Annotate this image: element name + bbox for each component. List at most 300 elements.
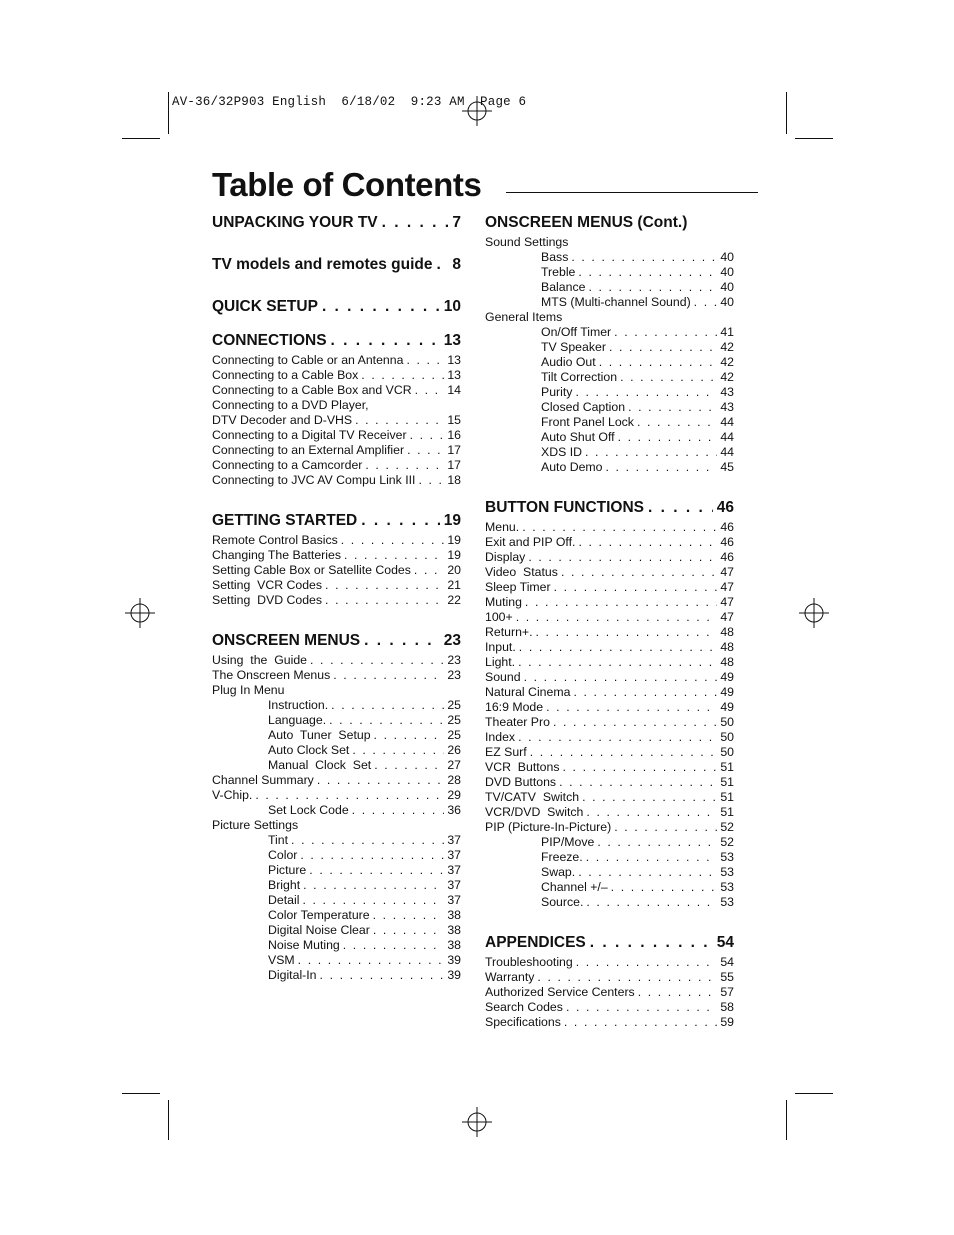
entry-label: Setting VCR Codes	[212, 578, 323, 592]
registration-mark-icon	[799, 598, 829, 628]
section-page-number: 7	[452, 214, 461, 231]
toc-entry[interactable]	[485, 550, 734, 565]
toc-entry[interactable]	[485, 340, 734, 355]
dot-leader	[519, 640, 718, 655]
toc-entry[interactable]	[485, 280, 734, 295]
toc-entry[interactable]	[485, 730, 734, 745]
dot-leader	[573, 685, 717, 700]
toc-section	[485, 499, 734, 910]
entry-page-number: 37	[447, 893, 461, 907]
entry-page-number: 37	[447, 833, 461, 847]
section-page-number: 8	[452, 256, 461, 273]
section-heading[interactable]	[212, 512, 461, 530]
title-rule	[506, 192, 758, 193]
toc-entry[interactable]	[485, 415, 734, 430]
section-page-number: 19	[443, 512, 461, 529]
toc-section	[485, 934, 734, 1030]
toc-entry[interactable]	[485, 520, 734, 535]
toc-section	[485, 214, 734, 475]
entry-label: VSM	[268, 953, 295, 967]
entry-label: DVD Buttons	[485, 775, 557, 789]
entry-label: Channel Summary	[212, 773, 314, 787]
toc-entry[interactable]	[485, 250, 734, 265]
dot-leader	[648, 499, 713, 517]
toc-entry[interactable]	[212, 788, 461, 803]
entry-page-number: 40	[720, 295, 734, 309]
dot-leader	[300, 848, 444, 863]
dot-leader	[578, 535, 717, 550]
toc-entry[interactable]	[485, 850, 734, 865]
dot-leader	[309, 863, 444, 878]
dot-leader	[525, 595, 717, 610]
dot-leader	[528, 550, 717, 565]
entry-label: Using the Guide	[212, 653, 308, 667]
section-title: UNPACKING YOUR TV	[212, 214, 378, 231]
entry-page-number: 50	[720, 715, 734, 729]
entry-page-number: 19	[447, 533, 461, 547]
toc-entry[interactable]	[212, 968, 461, 983]
dot-leader	[618, 430, 718, 445]
dot-leader	[406, 353, 444, 368]
toc-entry[interactable]	[485, 580, 734, 595]
entry-label: Troubleshooting	[485, 955, 573, 969]
entry-label: Instruction.	[268, 698, 329, 712]
entry-label: Freeze.	[541, 850, 583, 864]
entry-label: Connecting to an External Amplifier	[212, 443, 405, 457]
entry-page-number: 51	[720, 790, 734, 804]
toc-entry[interactable]	[212, 563, 461, 578]
toc-entry[interactable]	[212, 533, 461, 548]
entry-label: Connecting to a DVD Player,	[212, 398, 369, 412]
dot-leader	[585, 445, 717, 460]
toc-entry[interactable]	[485, 535, 734, 550]
entry-label: Remote Control Basics	[212, 533, 338, 547]
dot-leader	[382, 214, 449, 232]
entry-label: Specifications	[485, 1015, 561, 1029]
toc-entry[interactable]	[212, 878, 461, 893]
dot-leader	[588, 280, 717, 295]
section-gap	[485, 910, 734, 934]
entry-page-number: 49	[720, 685, 734, 699]
toc-section	[212, 298, 461, 316]
dot-leader	[620, 370, 717, 385]
entry-label: EZ Surf	[485, 745, 527, 759]
toc-entry[interactable]	[212, 908, 461, 923]
section-gap	[212, 608, 461, 632]
entry-label: Sound	[485, 670, 521, 684]
toc-entry[interactable]	[485, 880, 734, 895]
toc-entry[interactable]	[485, 715, 734, 730]
entry-label: Noise Muting	[268, 938, 340, 952]
entry-page-number: 43	[720, 385, 734, 399]
dot-leader	[638, 985, 718, 1000]
dot-leader	[415, 383, 445, 398]
section-page-number: 23	[443, 632, 461, 649]
dot-leader	[566, 1000, 717, 1015]
section-heading[interactable]	[485, 214, 734, 232]
entry-page-number: 47	[720, 610, 734, 624]
section-gap	[212, 316, 461, 332]
toc-entry[interactable]	[212, 548, 461, 563]
entry-page-number: 17	[447, 443, 461, 457]
entry-label: Muting	[485, 595, 522, 609]
dot-leader	[331, 332, 440, 350]
toc-entry[interactable]	[485, 370, 734, 385]
entry-page-number: 25	[447, 698, 461, 712]
entry-label: Return+.	[485, 625, 533, 639]
dot-leader	[559, 775, 717, 790]
toc-entry[interactable]	[485, 670, 734, 685]
entry-page-number: 25	[447, 728, 461, 742]
dot-leader	[418, 473, 444, 488]
entry-page-number: 23	[447, 668, 461, 682]
toc-entry[interactable]	[485, 325, 734, 340]
toc-entry[interactable]	[212, 893, 461, 908]
dot-leader	[597, 835, 717, 850]
toc-entry[interactable]	[485, 460, 734, 475]
toc-entry[interactable]	[212, 683, 461, 698]
toc-entry[interactable]	[485, 955, 734, 970]
toc-entry[interactable]	[485, 685, 734, 700]
toc-entry[interactable]	[212, 923, 461, 938]
entry-page-number: 54	[720, 955, 734, 969]
entry-page-number: 41	[720, 325, 734, 339]
dot-leader	[561, 565, 717, 580]
toc-entry[interactable]	[212, 398, 461, 413]
entry-label: Closed Caption	[541, 400, 626, 414]
dot-leader	[325, 593, 444, 608]
section-heading[interactable]	[212, 632, 461, 650]
toc-section	[212, 214, 461, 232]
toc-entry[interactable]	[485, 400, 734, 415]
entry-label: Display	[485, 550, 526, 564]
dot-leader	[437, 256, 449, 274]
toc-entry[interactable]	[485, 865, 734, 880]
entry-label: Input.	[485, 640, 516, 654]
entry-label: Connecting to Cable or an Antenna	[212, 353, 404, 367]
toc-entry[interactable]	[485, 385, 734, 400]
toc-entry[interactable]	[485, 430, 734, 445]
dot-leader	[524, 670, 718, 685]
toc-entry[interactable]	[212, 773, 461, 788]
print-slug: AV-36/32P903 English 6/18/02 9:23 AM Page 6	[172, 95, 527, 109]
toc-entry[interactable]	[212, 938, 461, 953]
entry-label: Exit and PIP Off.	[485, 535, 576, 549]
dot-leader	[322, 298, 440, 316]
entry-label: Plug In Menu	[212, 683, 285, 697]
toc-entry[interactable]	[485, 775, 734, 790]
toc-entry[interactable]	[212, 443, 461, 458]
entry-label: Setting Cable Box or Satellite Codes	[212, 563, 411, 577]
toc-entry[interactable]	[485, 895, 734, 910]
entry-label: Language.	[268, 713, 327, 727]
registration-mark-icon	[462, 1107, 492, 1137]
entry-page-number: 44	[720, 445, 734, 459]
dot-leader	[586, 805, 717, 820]
entry-label: Color	[268, 848, 298, 862]
dot-leader	[614, 325, 717, 340]
toc-entry[interactable]	[212, 413, 461, 428]
crop-mark	[168, 92, 169, 134]
entry-page-number: 25	[447, 713, 461, 727]
entry-label: Natural Cinema	[485, 685, 571, 699]
entry-label: PIP (Picture-In-Picture)	[485, 820, 612, 834]
section-title: APPENDICES	[485, 934, 586, 951]
entry-label: TV/CATV Switch	[485, 790, 580, 804]
entry-label: TV Speaker	[541, 340, 606, 354]
toc-entry[interactable]	[485, 745, 734, 760]
entry-label: Front Panel Lock	[541, 415, 634, 429]
toc-entry[interactable]	[212, 953, 461, 968]
toc-entry[interactable]	[212, 728, 461, 743]
entry-page-number: 22	[447, 593, 461, 607]
toc-entry[interactable]	[485, 970, 734, 985]
entry-page-number: 44	[720, 415, 734, 429]
dot-leader	[582, 790, 717, 805]
entry-page-number: 20	[447, 563, 461, 577]
entry-label: 100+	[485, 610, 513, 624]
entry-page-number: 26	[447, 743, 461, 757]
toc-section	[212, 256, 461, 274]
dot-leader	[298, 953, 445, 968]
dot-leader	[575, 385, 717, 400]
entry-page-number: 46	[720, 550, 734, 564]
dot-leader	[518, 730, 717, 745]
crop-mark	[786, 1100, 787, 1140]
entry-label: Changing The Batteries	[212, 548, 341, 562]
dot-leader	[303, 878, 444, 893]
section-heading[interactable]	[212, 298, 461, 316]
section-heading[interactable]	[212, 332, 461, 350]
toc-entry[interactable]	[212, 668, 461, 683]
section-title: ONSCREEN MENUS	[212, 632, 361, 649]
entry-page-number: 13	[447, 368, 461, 382]
dot-leader	[333, 668, 444, 683]
section-gap	[212, 274, 461, 298]
dot-leader	[606, 460, 718, 475]
entry-page-number: 13	[447, 353, 461, 367]
section-gap	[212, 232, 461, 256]
entry-page-number: 43	[720, 400, 734, 414]
toc-entry[interactable]	[485, 595, 734, 610]
entry-page-number: 28	[447, 773, 461, 787]
toc-entry[interactable]	[212, 818, 461, 833]
entry-page-number: 46	[720, 520, 734, 534]
entry-page-number: 16	[447, 428, 461, 442]
entry-page-number: 14	[447, 383, 461, 397]
section-heading[interactable]	[485, 499, 734, 517]
entry-page-number: 27	[447, 758, 461, 772]
entry-page-number: 36	[447, 803, 461, 817]
toc-entry[interactable]	[485, 445, 734, 460]
toc-entry[interactable]	[212, 353, 461, 368]
entry-label: Video Status	[485, 565, 558, 579]
dot-leader	[291, 833, 444, 848]
dot-leader	[530, 745, 718, 760]
toc-entry[interactable]	[212, 863, 461, 878]
entry-page-number: 52	[720, 820, 734, 834]
dot-leader	[516, 610, 718, 625]
dot-leader	[365, 458, 444, 473]
entry-page-number: 59	[720, 1015, 734, 1029]
section-page-number: 54	[716, 934, 734, 951]
toc-entry[interactable]	[485, 835, 734, 850]
toc-entry[interactable]	[485, 265, 734, 280]
dot-leader	[329, 713, 444, 728]
section-heading[interactable]	[485, 934, 734, 952]
entry-label: Tilt Correction	[541, 370, 618, 384]
entry-page-number: 38	[447, 923, 461, 937]
toc-entry[interactable]	[485, 985, 734, 1000]
entry-page-number: 23	[447, 653, 461, 667]
entry-label: Channel +/–	[541, 880, 608, 894]
toc-entry[interactable]	[212, 368, 461, 383]
dot-leader	[361, 368, 444, 383]
section-title: ONSCREEN MENUS (Cont.)	[485, 214, 688, 231]
dot-leader	[590, 934, 713, 952]
entry-page-number: 49	[720, 670, 734, 684]
section-heading[interactable]	[212, 214, 461, 232]
entry-page-number: 42	[720, 355, 734, 369]
entry-label: The Onscreen Menus	[212, 668, 331, 682]
dot-leader	[553, 715, 717, 730]
toc-entry[interactable]	[485, 640, 734, 655]
dot-leader	[611, 880, 718, 895]
dot-leader	[317, 773, 444, 788]
entry-page-number: 40	[720, 265, 734, 279]
dot-leader	[325, 578, 444, 593]
toc-entry[interactable]	[485, 310, 734, 325]
toc-entry[interactable]	[485, 820, 734, 835]
section-title: TV models and remotes guide	[212, 256, 433, 273]
section-heading[interactable]	[212, 256, 461, 274]
dot-leader	[578, 865, 717, 880]
entry-label: Warranty	[485, 970, 535, 984]
crop-mark	[122, 138, 160, 139]
entry-label: Connecting to a Cable Box and VCR	[212, 383, 412, 397]
dot-leader	[343, 938, 445, 953]
entry-label: Setting DVD Codes	[212, 593, 323, 607]
toc-entry[interactable]	[485, 1015, 734, 1030]
toc-entry[interactable]	[212, 833, 461, 848]
dot-leader	[341, 533, 445, 548]
entry-page-number: 15	[447, 413, 461, 427]
entry-label: Sound Settings	[485, 235, 569, 249]
toc-entry[interactable]	[485, 235, 734, 250]
toc-entry[interactable]	[485, 655, 734, 670]
entry-label: Light.	[485, 655, 516, 669]
section-title: CONNECTIONS	[212, 332, 327, 349]
entry-page-number: 37	[447, 848, 461, 862]
entry-page-number: 48	[720, 640, 734, 654]
entry-label: Tint	[268, 833, 289, 847]
toc-entry[interactable]	[485, 1000, 734, 1015]
toc-entry[interactable]	[212, 758, 461, 773]
section-title: GETTING STARTED	[212, 512, 358, 529]
entry-page-number: 44	[720, 430, 734, 444]
section-gap	[485, 475, 734, 499]
toc-entry[interactable]	[212, 593, 461, 608]
toc-entry[interactable]	[485, 790, 734, 805]
toc-entry[interactable]	[485, 625, 734, 640]
dot-leader	[410, 428, 445, 443]
entry-label: Connecting to a Cable Box	[212, 368, 359, 382]
entry-label: PIP/Move	[541, 835, 595, 849]
dot-leader	[614, 820, 717, 835]
entry-label: VCR/DVD Switch	[485, 805, 584, 819]
toc-entry[interactable]	[212, 848, 461, 863]
dot-leader	[352, 803, 445, 818]
entry-page-number: 57	[720, 985, 734, 999]
section-title: BUTTON FUNCTIONS	[485, 499, 645, 516]
toc-entry[interactable]	[485, 700, 734, 715]
dot-leader	[571, 250, 717, 265]
toc-section	[212, 632, 461, 983]
toc-entry[interactable]	[212, 473, 461, 488]
entry-page-number: 48	[720, 655, 734, 669]
entry-label: Color Temperature	[268, 908, 370, 922]
entry-label: Connecting to a Camcorder	[212, 458, 363, 472]
entry-page-number: 17	[447, 458, 461, 472]
toc-entry[interactable]	[212, 458, 461, 473]
toc-entry[interactable]	[485, 565, 734, 580]
toc-entry[interactable]	[212, 698, 461, 713]
crop-mark	[122, 1093, 160, 1094]
entry-label: Auto Demo	[541, 460, 603, 474]
toc-entry[interactable]	[485, 355, 734, 370]
entry-label: Auto Clock Set	[268, 743, 350, 757]
entry-page-number: 45	[720, 460, 734, 474]
dot-leader	[320, 968, 445, 983]
entry-label: Source.	[541, 895, 584, 909]
entry-page-number: 58	[720, 1000, 734, 1014]
dot-leader	[331, 698, 444, 713]
entry-page-number: 38	[447, 938, 461, 952]
entry-label: Sleep Timer	[485, 580, 551, 594]
entry-label: Index	[485, 730, 516, 744]
dot-leader	[637, 415, 717, 430]
toc-entry[interactable]	[485, 760, 734, 775]
entry-page-number: 40	[720, 250, 734, 264]
toc-entry[interactable]	[212, 653, 461, 668]
toc-entry[interactable]	[485, 610, 734, 625]
entry-page-number: 29	[447, 788, 461, 802]
toc-entry[interactable]	[212, 803, 461, 818]
toc-entry[interactable]	[212, 428, 461, 443]
entry-page-number: 51	[720, 775, 734, 789]
entry-page-number: 47	[720, 565, 734, 579]
crop-mark	[168, 1100, 169, 1140]
entry-label: XDS ID	[541, 445, 582, 459]
page-title: Table of Contents	[212, 166, 482, 203]
entry-label: Treble	[541, 265, 576, 279]
entry-label: Menu.	[485, 520, 520, 534]
dot-leader	[599, 355, 718, 370]
dot-leader	[344, 548, 444, 563]
toc-entry[interactable]	[485, 805, 734, 820]
dot-leader	[537, 970, 717, 985]
toc-entry[interactable]	[212, 713, 461, 728]
toc-entry[interactable]	[212, 743, 461, 758]
toc-entry[interactable]	[212, 578, 461, 593]
toc-entry[interactable]	[212, 383, 461, 398]
entry-page-number: 53	[720, 850, 734, 864]
dot-leader	[554, 580, 718, 595]
toc-entry[interactable]	[485, 295, 734, 310]
dot-leader	[364, 632, 440, 650]
entry-label: V-Chip.	[212, 788, 253, 802]
entry-page-number: 51	[720, 760, 734, 774]
